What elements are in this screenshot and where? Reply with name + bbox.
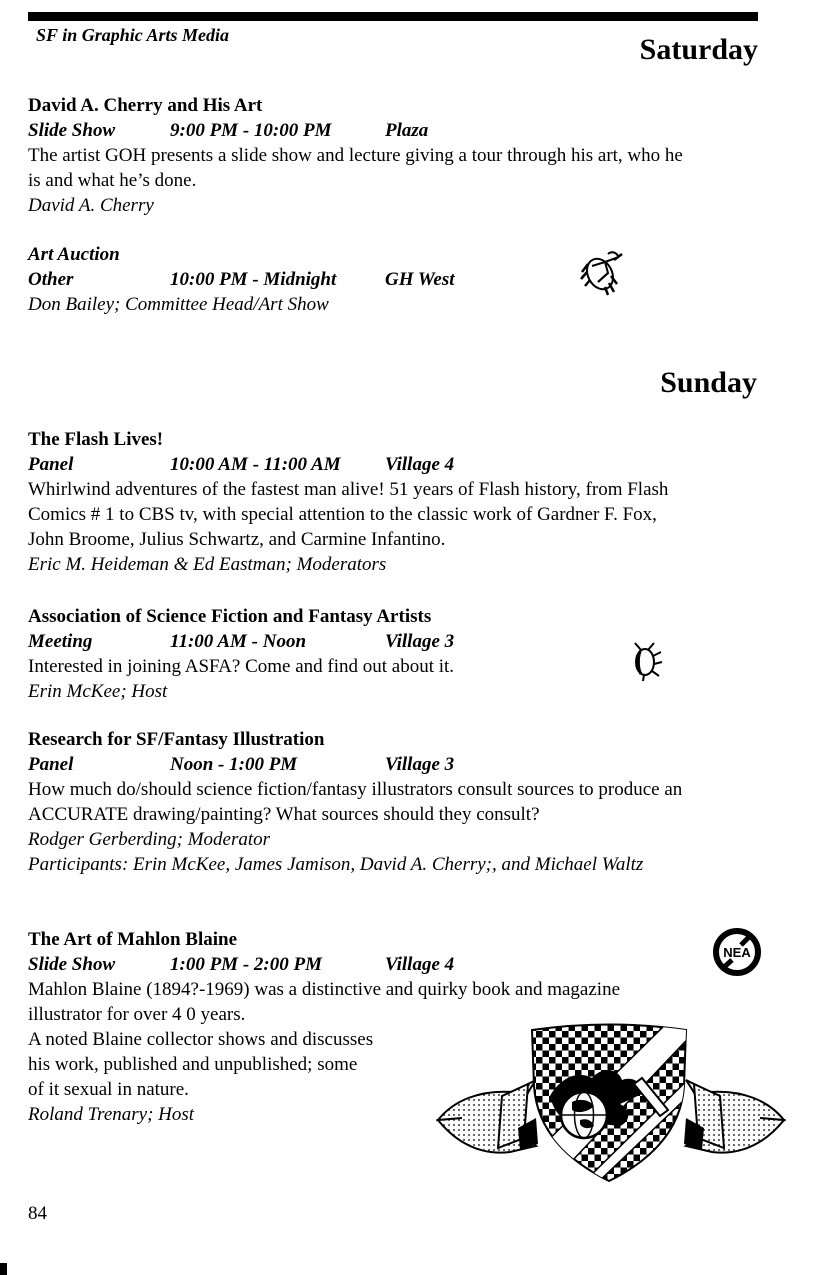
nea-ban-icon: [711, 926, 763, 978]
event-flash-lives: [28, 427, 668, 577]
event-location: Village 4: [385, 454, 455, 475]
event-description-line: A noted Blaine collector shows and discusses: [28, 1029, 374, 1050]
event-meta-row: [28, 267, 455, 292]
event-title: David A. Cherry and His Art: [28, 95, 263, 116]
event-credit-line: Participants: Erin McKee, James Jamison, David A. Cherry;, and Michael Waltz: [28, 854, 644, 875]
event-credit-line: Don Bailey; Committee Head/Art Show: [28, 294, 329, 315]
event-description-line: Interested in joining ASFA? Come and find out about it.: [28, 656, 455, 677]
event-type: Other: [28, 269, 74, 290]
event-type: Meeting: [28, 631, 93, 652]
event-location: Village 3: [385, 754, 455, 775]
event-type: Slide Show: [28, 120, 116, 141]
event-credit-line: David A. Cherry: [28, 195, 154, 216]
event-type: Panel: [28, 754, 74, 775]
event-title: The Art of Mahlon Blaine: [28, 929, 238, 950]
event-meta-row: [28, 452, 668, 477]
event-title: Art Auction: [28, 244, 120, 265]
event-credit-line: Eric M. Heideman & Ed Eastman; Moderators: [28, 554, 387, 575]
section-title: SF in Graphic Arts Media: [36, 25, 230, 45]
fly-beetle-sketch-icon: [630, 638, 664, 682]
event-time: 10:00 PM - Midnight: [170, 269, 337, 290]
event-location: Plaza: [385, 120, 429, 141]
event-meta-row: [28, 118, 683, 143]
event-description-line: Whirlwind adventures of the fastest man alive! 51 years of Flash history, from Flash: [28, 479, 669, 500]
event-credit-line: Erin McKee; Host: [28, 681, 168, 702]
event-credit-line: Rodger Gerberding; Moderator: [28, 829, 271, 850]
day-heading-sunday: Sunday: [660, 366, 757, 399]
event-location: GH West: [385, 269, 455, 290]
event-time: 11:00 AM - Noon: [170, 631, 307, 652]
event-meta-row: [28, 952, 620, 977]
event-time: 10:00 AM - 11:00 AM: [170, 454, 341, 475]
event-david-cherry: [28, 93, 683, 218]
event-type: Slide Show: [28, 954, 116, 975]
event-credit-line: Roland Trenary; Host: [28, 1104, 195, 1125]
event-time: 1:00 PM - 2:00 PM: [170, 954, 322, 975]
day-heading-saturday: Saturday: [639, 33, 758, 66]
event-description-line: The artist GOH presents a slide show and lecture giving a tour through his art, who he: [28, 145, 683, 166]
event-description-line: Comics # 1 to CBS tv, with special attention to the classic work of Gardner F. Fox,: [28, 504, 657, 525]
event-location: Village 4: [385, 954, 455, 975]
event-description-line: How much do/should science fiction/fantasy illustrators consult sources to produce an: [28, 779, 683, 800]
event-art-auction: [28, 242, 455, 317]
event-time: Noon - 1:00 PM: [170, 754, 298, 775]
header-rule-bar: [28, 12, 758, 21]
event-title: Research for SF/Fantasy Illustration: [28, 729, 325, 750]
event-meta-row: [28, 752, 682, 777]
event-location: Village 3: [385, 631, 455, 652]
event-meta-row: [28, 629, 454, 654]
event-description-line: is and what he’s done.: [28, 170, 197, 191]
event-description-line: Mahlon Blaine (1894?-1969) was a distinctive and quirky book and magazine: [28, 979, 621, 1000]
page-number: 84: [28, 1203, 47, 1224]
event-time: 9:00 PM - 10:00 PM: [170, 120, 332, 141]
event-type: Panel: [28, 454, 74, 475]
corner-mark: [0, 1263, 7, 1275]
event-description-line: illustrator for over 4 0 years.: [28, 1004, 246, 1025]
shield-crest-illustration: [432, 1018, 790, 1186]
beetle-sketch-icon: [578, 246, 626, 298]
event-title: Association of Science Fiction and Fantasy Artists: [28, 606, 432, 627]
event-description-line: his work, published and unpublished; some: [28, 1054, 358, 1075]
event-description-line: John Broome, Julius Schwartz, and Carmine Infantino.: [28, 529, 446, 550]
event-asfa-meeting: [28, 604, 454, 704]
event-research-illustration: [28, 727, 682, 877]
event-description-line: ACCURATE drawing/painting? What sources should they consult?: [28, 804, 540, 825]
event-title: The Flash Lives!: [28, 429, 164, 450]
nea-label: NEA: [723, 945, 751, 960]
event-description-line: of it sexual in nature.: [28, 1079, 189, 1100]
